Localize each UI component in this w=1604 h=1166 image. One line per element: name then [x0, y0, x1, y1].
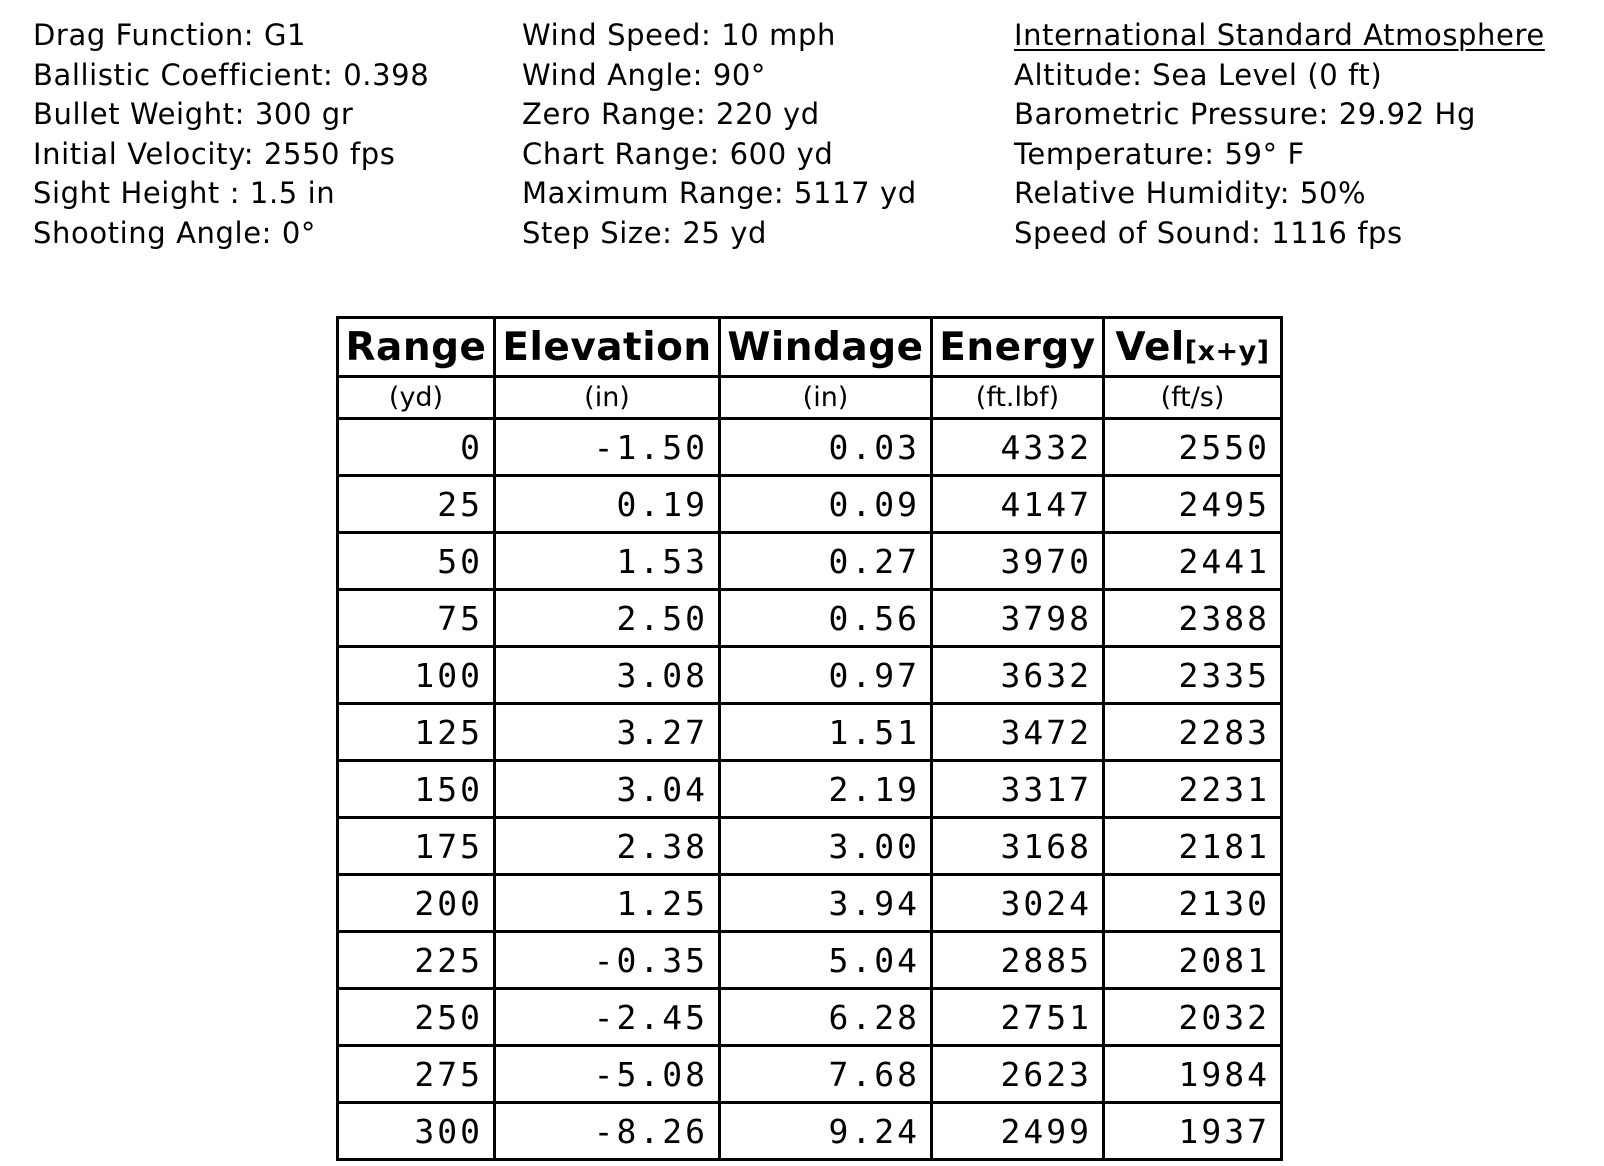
cell-elevation: -1.50 [495, 419, 720, 476]
temperature: Temperature: 59° F [1014, 136, 1305, 171]
cell-velocity: 2441 [1104, 533, 1282, 590]
header-row [338, 318, 1282, 377]
cell-velocity: 2388 [1104, 590, 1282, 647]
header-range: Range [338, 318, 495, 377]
barometric-pressure: Barometric Pressure: 29.92 Hg [1014, 97, 1476, 132]
cell-energy: 4332 [932, 419, 1104, 476]
cell-energy: 3632 [932, 647, 1104, 704]
cell-range: 275 [338, 1046, 495, 1103]
cell-energy: 2499 [932, 1103, 1104, 1160]
altitude: Altitude: Sea Level (0 ft) [1014, 57, 1383, 92]
cell-range: 175 [338, 818, 495, 875]
table-row [338, 533, 1282, 590]
cell-velocity: 2495 [1104, 476, 1282, 533]
table-row [338, 704, 1282, 761]
step-size: Step Size: 25 yd [522, 215, 768, 250]
cell-windage: 2.19 [720, 761, 932, 818]
cell-windage: 3.00 [720, 818, 932, 875]
cell-energy: 2885 [932, 932, 1104, 989]
cell-velocity: 2032 [1104, 989, 1282, 1046]
unit-energy: (ft.lbf) [932, 377, 1104, 419]
cell-elevation: 2.38 [495, 818, 720, 875]
table-body [338, 419, 1282, 1160]
zero-range: Zero Range: 220 yd [522, 97, 820, 132]
maximum-range: Maximum Range: 5117 yd [522, 176, 917, 211]
header-energy: Energy [932, 318, 1104, 377]
drag-function: Drag Function: G1 [33, 18, 307, 52]
cell-elevation: 3.27 [495, 704, 720, 761]
unit-elevation: (in) [495, 377, 720, 419]
cell-windage: 1.51 [720, 704, 932, 761]
cell-range: 225 [338, 932, 495, 989]
cell-range: 125 [338, 704, 495, 761]
cell-elevation: 3.08 [495, 647, 720, 704]
cell-energy: 3970 [932, 533, 1104, 590]
cell-energy: 2623 [932, 1046, 1104, 1103]
cell-range: 25 [338, 476, 495, 533]
table-row [338, 761, 1282, 818]
table-row [338, 875, 1282, 932]
cell-range: 150 [338, 761, 495, 818]
cell-windage: 0.56 [720, 590, 932, 647]
cell-elevation: -2.45 [495, 989, 720, 1046]
cell-energy: 3317 [932, 761, 1104, 818]
cell-elevation: 1.25 [495, 875, 720, 932]
cell-windage: 5.04 [720, 932, 932, 989]
range-settings [522, 16, 917, 254]
table-row [338, 1103, 1282, 1160]
cell-elevation: 1.53 [495, 533, 720, 590]
cell-elevation: 0.19 [495, 476, 720, 533]
cell-windage: 0.03 [720, 419, 932, 476]
cell-energy: 3024 [932, 875, 1104, 932]
shooting-angle: Shooting Angle: 0° [33, 215, 316, 250]
cell-energy: 3168 [932, 818, 1104, 875]
cell-velocity: 1984 [1104, 1046, 1282, 1103]
cell-energy: 4147 [932, 476, 1104, 533]
table-header [338, 318, 1282, 419]
unit-windage: (in) [720, 377, 932, 419]
table-row [338, 590, 1282, 647]
unit-range: (yd) [338, 377, 495, 419]
header-elevation: Elevation [495, 318, 720, 377]
cell-range: 100 [338, 647, 495, 704]
relative-humidity: Relative Humidity: 50% [1014, 176, 1367, 211]
cell-range: 75 [338, 590, 495, 647]
cell-range: 50 [338, 533, 495, 590]
cell-elevation: -5.08 [495, 1046, 720, 1103]
cell-velocity: 2283 [1104, 704, 1282, 761]
header-windage: Windage [720, 318, 932, 377]
cell-range: 0 [338, 419, 495, 476]
ballistic-parameters [0, 16, 1604, 266]
unit-row [338, 377, 1282, 419]
header-velocity: Vel[x+y] [1104, 318, 1282, 377]
speed-of-sound: Speed of Sound: 1116 fps [1014, 215, 1403, 250]
wind-speed: Wind Speed: 10 mph [522, 18, 836, 52]
sight-height: Sight Height : 1.5 in [33, 176, 336, 211]
cell-elevation: 3.04 [495, 761, 720, 818]
projectile-parameters [33, 16, 429, 254]
chart-range: Chart Range: 600 yd [522, 136, 834, 171]
cell-windage: 0.27 [720, 533, 932, 590]
table-row [338, 932, 1282, 989]
cell-energy: 3798 [932, 590, 1104, 647]
cell-windage: 0.97 [720, 647, 932, 704]
cell-elevation: -8.26 [495, 1103, 720, 1160]
cell-velocity: 2335 [1104, 647, 1282, 704]
trajectory-table [336, 316, 1283, 1161]
table-row [338, 989, 1282, 1046]
cell-velocity: 2231 [1104, 761, 1282, 818]
atmosphere-link[interactable]: International Standard Atmosphere [1014, 18, 1545, 52]
cell-velocity: 2181 [1104, 818, 1282, 875]
cell-windage: 9.24 [720, 1103, 932, 1160]
cell-windage: 0.09 [720, 476, 932, 533]
cell-range: 300 [338, 1103, 495, 1160]
bullet-weight: Bullet Weight: 300 gr [33, 97, 354, 132]
cell-windage: 6.28 [720, 989, 932, 1046]
initial-velocity: Initial Velocity: 2550 fps [33, 136, 396, 171]
cell-energy: 3472 [932, 704, 1104, 761]
unit-velocity: (ft/s) [1104, 377, 1282, 419]
cell-velocity: 2550 [1104, 419, 1282, 476]
cell-velocity: 1937 [1104, 1103, 1282, 1160]
cell-elevation: 2.50 [495, 590, 720, 647]
cell-velocity: 2130 [1104, 875, 1282, 932]
table-row [338, 476, 1282, 533]
cell-elevation: -0.35 [495, 932, 720, 989]
table-row [338, 818, 1282, 875]
cell-energy: 2751 [932, 989, 1104, 1046]
cell-range: 250 [338, 989, 495, 1046]
cell-windage: 7.68 [720, 1046, 932, 1103]
table-row [338, 1046, 1282, 1103]
cell-velocity: 2081 [1104, 932, 1282, 989]
ballistic-coefficient: Ballistic Coefficient: 0.398 [33, 57, 430, 92]
atmosphere-parameters [1014, 16, 1545, 254]
table-row [338, 647, 1282, 704]
cell-range: 200 [338, 875, 495, 932]
table-row [338, 419, 1282, 476]
cell-windage: 3.94 [720, 875, 932, 932]
wind-angle: Wind Angle: 90° [522, 57, 767, 92]
